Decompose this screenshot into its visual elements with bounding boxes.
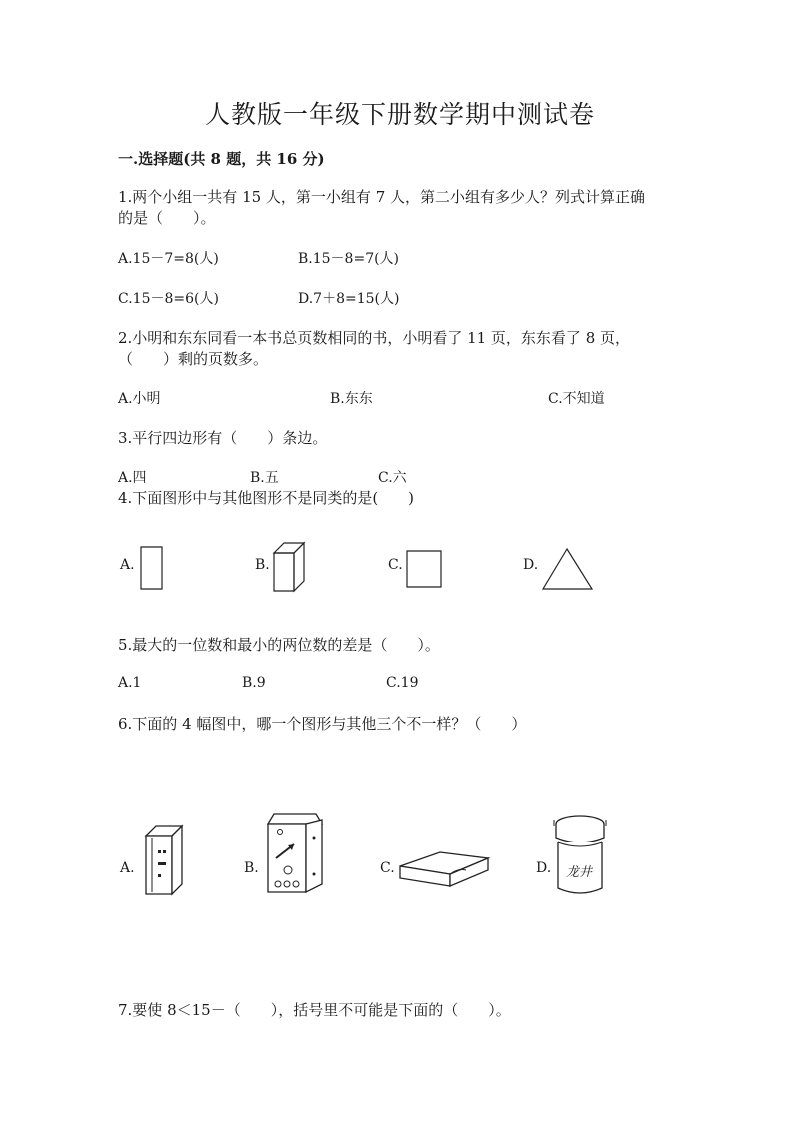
question-6: 6.下面的 4 幅图中，哪一个图形与其他三个不一样？（ ）: [118, 715, 527, 733]
q3-option-b[interactable]: B.五: [250, 470, 279, 486]
q6-label-a[interactable]: A.: [120, 860, 135, 876]
q3-option-a[interactable]: A.四: [118, 470, 147, 486]
q1-option-d[interactable]: D.7＋8=15(人): [298, 291, 400, 307]
tea-canister-label: 龙井: [566, 865, 593, 880]
q1-option-b[interactable]: B.15－8=7(人): [298, 251, 400, 267]
question-5: 5.最大的一位数和最小的两位数的差是（ ）。: [118, 636, 440, 654]
q2-option-c[interactable]: C.不知道: [548, 391, 605, 407]
q6-label-d[interactable]: D.: [536, 860, 552, 876]
q4-label-a[interactable]: A.: [120, 557, 135, 573]
q2-option-b[interactable]: B.东东: [330, 391, 373, 407]
q6-label-c[interactable]: C.: [380, 860, 395, 876]
question-2-line-2: （ ）剩的页数多。: [118, 350, 269, 368]
page-title: 人教版一年级下册数学期中测试卷: [204, 100, 595, 129]
q5-option-a[interactable]: A.1: [118, 675, 142, 691]
q4-label-b[interactable]: B.: [255, 557, 270, 573]
question-7: 7.要使 8＜15－（ ），括号里不可能是下面的（ ）。: [118, 1001, 511, 1019]
rectangle-icon[interactable]: [138, 545, 166, 591]
question-3: 3.平行四边形有（ ）条边。: [118, 429, 328, 447]
question-4: 4.下面图形中与其他图形不是同类的是( ): [118, 489, 415, 507]
triangle-icon[interactable]: [540, 546, 596, 592]
milk-carton-icon[interactable]: [264, 810, 326, 896]
cuboid-icon[interactable]: [268, 541, 308, 593]
pencil-box-icon[interactable]: [396, 846, 492, 890]
question-2-line-1: 2.小明和东东同看一本书总页数相同的书，小明看了 11 页，东东看了 8 页，: [118, 329, 631, 347]
tea-canister-icon[interactable]: [552, 812, 608, 898]
q1-option-a[interactable]: A.15－7=8(人): [118, 251, 219, 267]
q6-label-b[interactable]: B.: [244, 860, 259, 876]
book-icon[interactable]: [140, 822, 188, 898]
q4-label-c[interactable]: C.: [388, 557, 403, 573]
square-icon[interactable]: [404, 548, 444, 590]
q1-option-c[interactable]: C.15－8=6(人): [118, 291, 219, 307]
question-1-line-2: 的是（ ）。: [118, 209, 216, 227]
q5-option-b[interactable]: B.9: [242, 675, 266, 691]
section-heading: 一.选择题(共 8 题，共 16 分): [118, 150, 325, 168]
q5-option-c[interactable]: C.19: [386, 675, 419, 691]
q2-option-a[interactable]: A.小明: [118, 391, 161, 407]
q3-option-c[interactable]: C.六: [378, 470, 407, 486]
question-1-line-1: 1.两个小组一共有 15 人，第一小组有 7 人，第二小组有多少人？列式计算正确: [118, 188, 646, 206]
q4-label-d[interactable]: D.: [523, 557, 539, 573]
